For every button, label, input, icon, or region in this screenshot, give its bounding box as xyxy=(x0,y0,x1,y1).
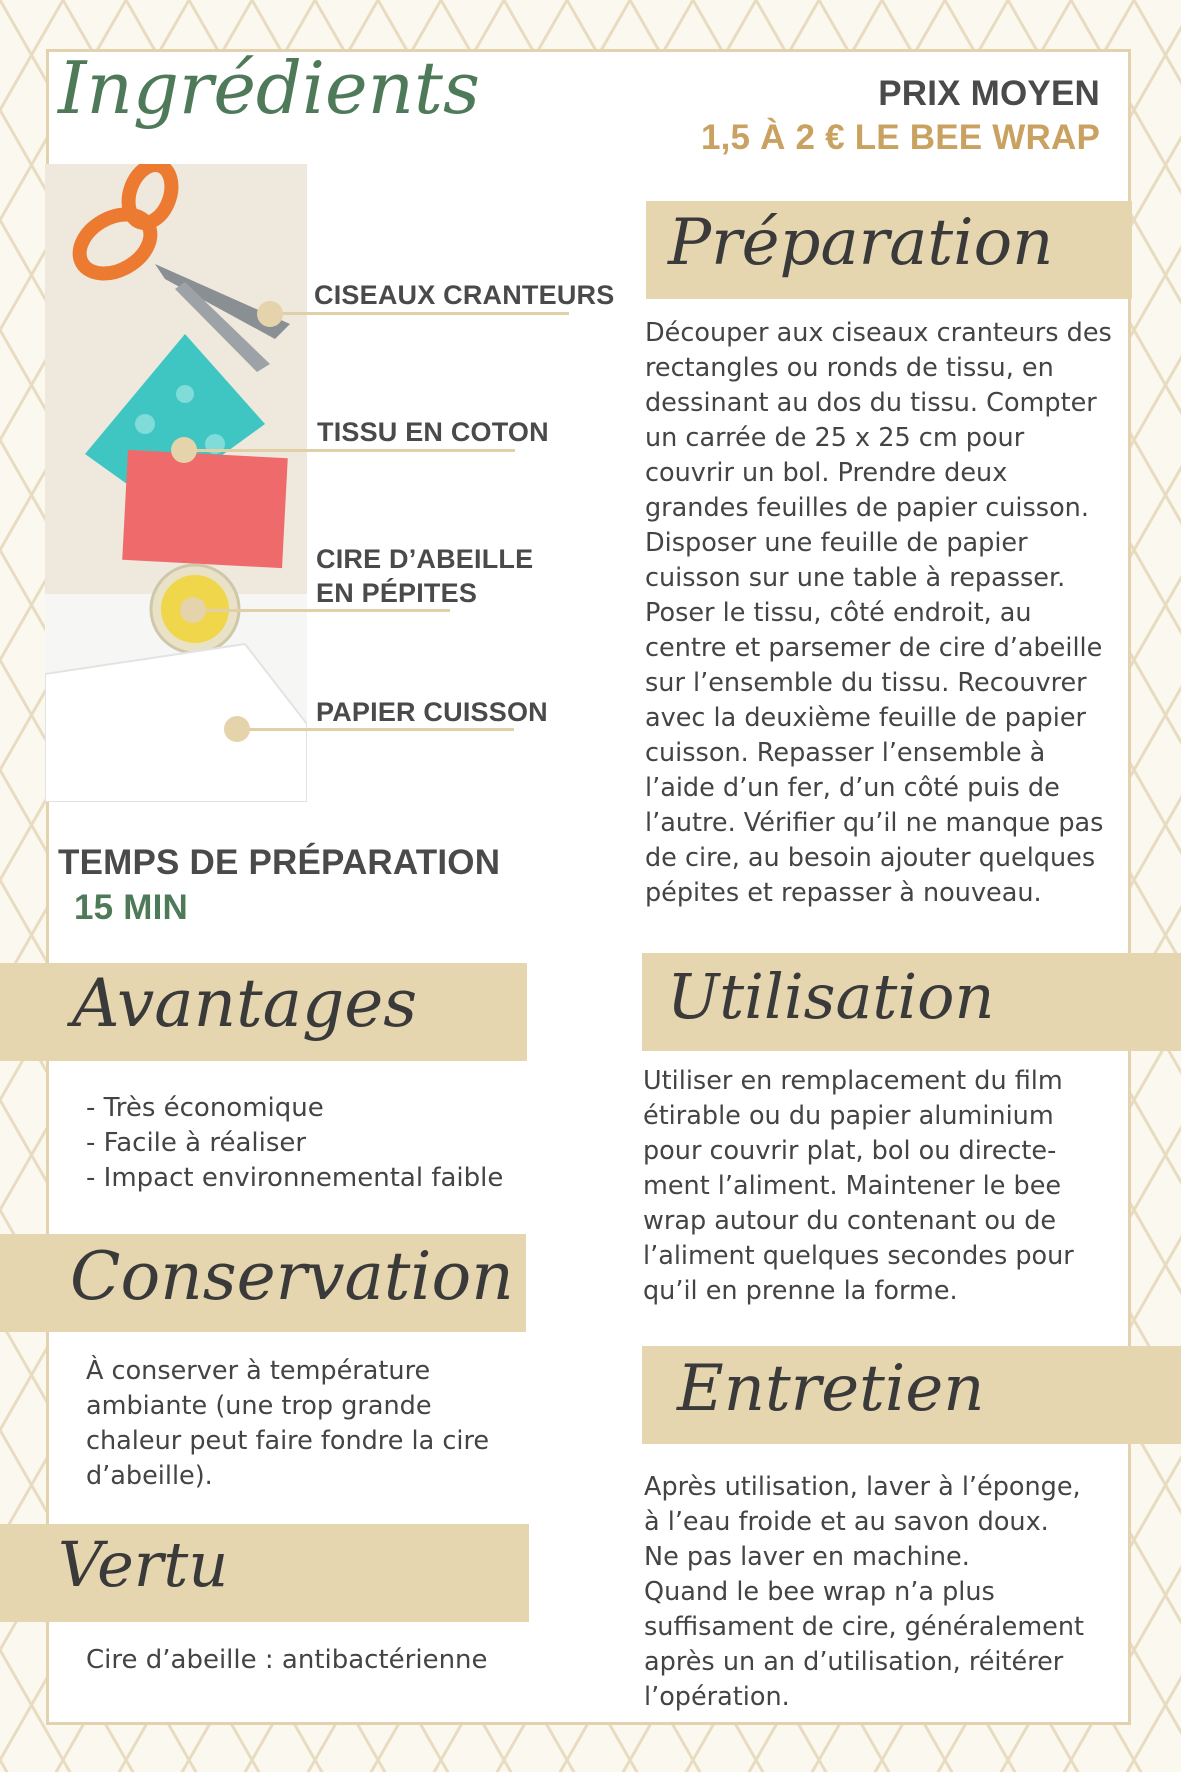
entretien-line1: Après utilisation, laver à l’éponge, à l’eau froide et au savon doux. xyxy=(644,1472,1081,1537)
entretien-title: Entretien xyxy=(677,1352,985,1426)
marker-dot xyxy=(171,437,197,463)
ingredient-label-wax-line2: EN PÉPITES xyxy=(316,578,478,608)
ingredient-label-wax-line1: CIRE D’ABEILLE xyxy=(316,544,534,574)
ingredients-title: Ingrédients xyxy=(58,46,480,130)
conservation-title: Conservation xyxy=(70,1238,514,1315)
preparation-title: Préparation xyxy=(668,206,1054,280)
prep-time-value: 15 MIN xyxy=(74,888,189,927)
vertu-text: Cire d’abeille : antibactérienne xyxy=(86,1645,488,1675)
entretien-text xyxy=(644,1470,1100,1715)
price-value: 1,5 À 2 € LE BEE WRAP xyxy=(700,118,1100,157)
marker-dot xyxy=(180,597,206,623)
marker-dot xyxy=(224,716,250,742)
preparation-text: Découper aux ciseaux cranteurs des rectangles ou ronds de tissu, en dessinant au dos du tissu. Compter un carrée de 25 x 25 cm pour couvrir un bol. Prendre deux grandes feuilles de papier cuisson. Disposer une feuille de papier cuisson sur une table à repasser. Poser le tissu, côté endroit, au centre et parsemer de cire d’abeille sur l’ensemble du tissu. Recouvrer avec la deuxième feuille de papier cuisson. Repasser l’ensemble à l’aide d’un fer, d’un côté puis de l’autre. Vérifier qu’il ne manque pas de cire, au besoin ajouter quelques pépites et repasser à nouveau. xyxy=(645,318,1112,908)
avantages-title: Avantages xyxy=(72,965,418,1042)
list-item: - Facile à réaliser xyxy=(86,1128,307,1158)
utilisation-title: Utilisation xyxy=(667,960,995,1033)
marker-dot xyxy=(257,301,283,327)
leader-line xyxy=(235,728,514,731)
ingredient-label-scissors: CISEAUX CRANTEURS xyxy=(314,280,615,310)
ingredients-photo xyxy=(45,164,307,802)
ingredient-label-fabric: TISSU EN COTON xyxy=(317,417,549,447)
price-label: PRIX MOYEN xyxy=(878,74,1100,113)
entretien-line3: Quand le bee wrap n’a plus suffisament de cire, généralement après un an d’utilisation, réitérer l’opération. xyxy=(644,1577,1085,1712)
entretien-line2: Ne pas laver en machine. xyxy=(644,1542,970,1572)
leader-line xyxy=(269,312,569,315)
leader-line xyxy=(184,449,515,452)
utilisation-text: Utiliser en remplacement du film étirable ou du papier aluminium pour couvrir plat, bol ou directe-ment l’aliment. Maintener le bee wrap autour du contenant ou de l’aliment quelques secondes pour qu’il en prenne la forme. xyxy=(643,1066,1074,1306)
list-item: - Impact environnemental faible xyxy=(86,1163,504,1193)
avantages-list xyxy=(86,1091,503,1196)
list-item: - Très économique xyxy=(86,1093,324,1123)
leader-line xyxy=(190,609,450,612)
conservation-text: À conserver à température ambiante (une trop grande chaleur peut faire fondre la cire d’abeille). xyxy=(86,1356,490,1491)
vertu-title: Vertu xyxy=(58,1528,229,1601)
ingredient-label-paper: PAPIER CUISSON xyxy=(316,697,548,727)
prep-time-label: TEMPS DE PRÉPARATION xyxy=(58,843,501,882)
